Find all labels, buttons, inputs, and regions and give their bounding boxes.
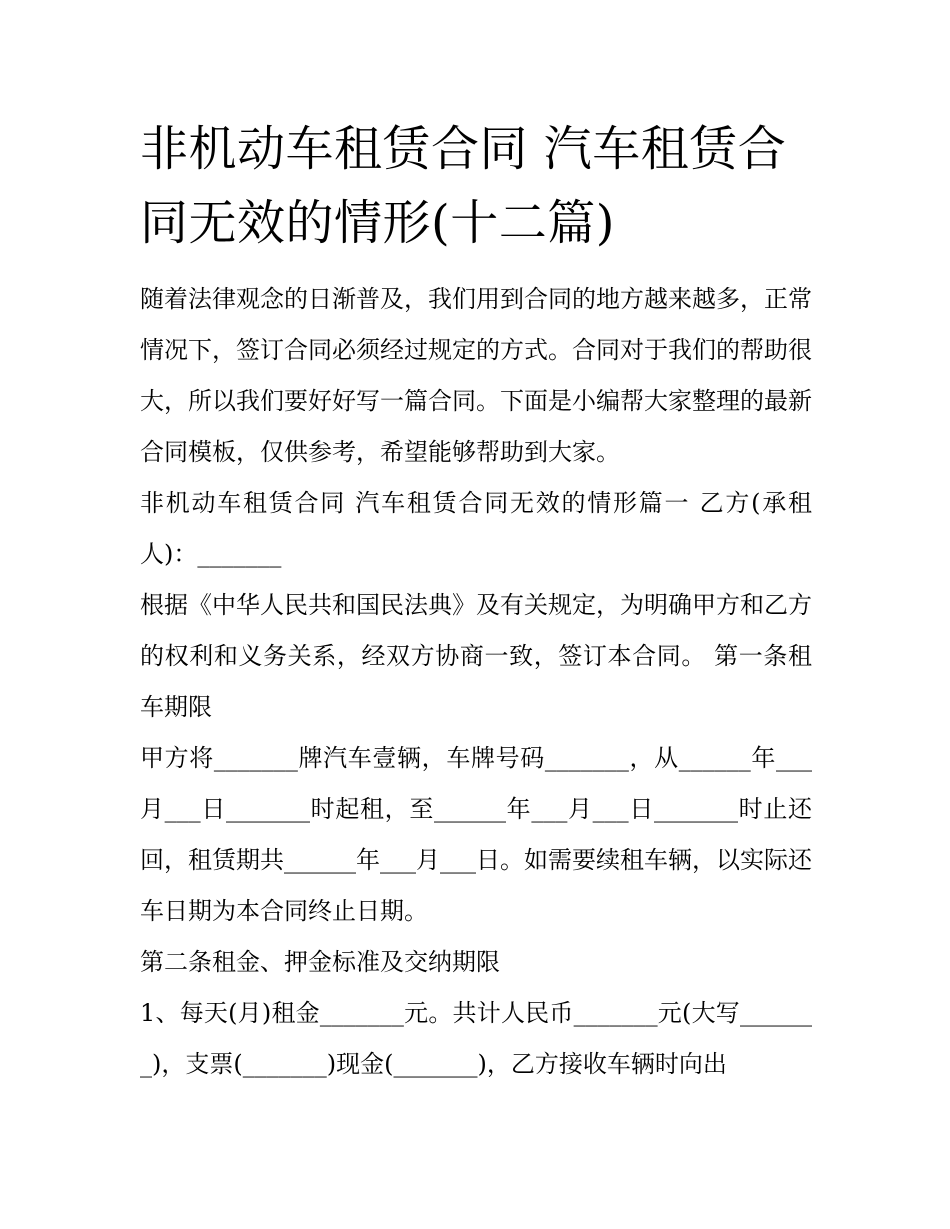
document-title: 非机动车租赁合同 汽车租赁合同无效的情形(十二篇) <box>140 121 787 251</box>
paragraph-rental-period: 甲方将_______牌汽车壹辆，车牌号码_______，从______年___月___日_______时起租，至______年___月___日_______时止还回，租赁期共______年___月___日。如需要续租车辆，以实际还车日期为本合同终止日期。 <box>140 744 812 925</box>
paragraph-article-one-heading: 非机动车租赁合同 汽车租赁合同无效的情形篇一 乙方(承租人)：_______ <box>140 489 812 568</box>
paragraph-rent-amount: 1、每天(月)租金_______元。共计人民币_______元(大写_______)，支票(_______)现金(_______)，乙方接收车辆时向出 <box>140 999 812 1078</box>
paragraph-intro: 随着法律观念的日渐普及，我们用到合同的地方越来越多，正常情况下，签订合同必须经过规定的方式。合同对于我们的帮助很大，所以我们要好好写一篇合同。下面是小编帮大家整理的最新合同模板，仅供参考，希望能够帮助到大家。 <box>140 285 812 466</box>
paragraph-article-two-heading: 第二条租金、押金标准及交纳期限 <box>140 948 500 976</box>
paragraph-basis: 根据《中华人民共和国民法典》及有关规定，为明确甲方和乙方的权利和义务关系，经双方协商一致，签订本合同。 第一条租车期限 <box>140 591 812 721</box>
document-body <box>140 274 812 1090</box>
document-page <box>140 112 812 1090</box>
